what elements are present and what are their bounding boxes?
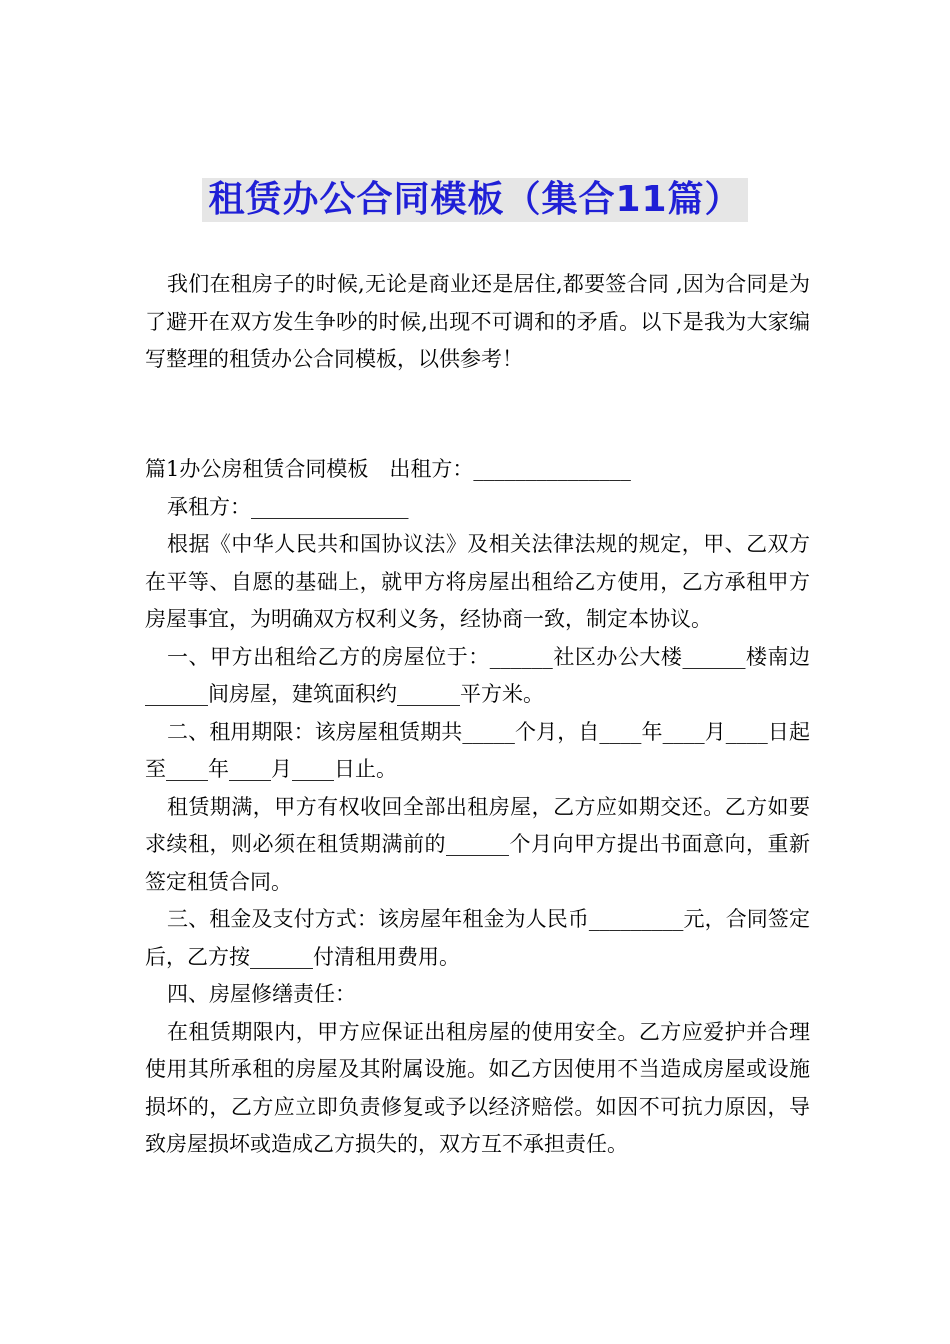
document-title: 租赁办公合同模板（集合11篇） [202,178,747,222]
clause-rent: 三、租金及支付方式：该房屋年租金为人民币_________元，合同签定后，乙方按______付清租用费用。 [145,907,810,969]
clause-renewal: 租赁期满，甲方有权收回全部出租房屋，乙方应如期交还。乙方如要求续租，则必须在租赁期满前的______个月向甲方提出书面意向，重新签定租赁合同。 [145,794,810,894]
section-heading-paragraph: 篇1办公房租赁合同模板 出租方：_______________ [145,457,631,481]
contract-section [145,451,810,1164]
title-container [0,178,950,222]
clause-location: 一、甲方出租给乙方的房屋位于：______社区办公大楼______楼南边______间房屋，建筑面积约______平方米。 [145,644,810,706]
clause-repair-body: 在租赁期限内，甲方应保证出租房屋的使用安全。乙方应爱护并合理使用其所承租的房屋及其附属设施。如乙方因使用不当造成房屋或设施损坏的，乙方应立即负责修复或予以经济赔偿。如因不可抗力原因，导致房屋损坏或造成乙方损失的，双方互不承担责任。 [145,1019,810,1156]
intro-section [145,266,810,379]
preamble-paragraph: 根据《中华人民共和国协议法》及相关法律法规的规定，甲、乙双方在平等、自愿的基础上，就甲方将房屋出租给乙方使用，乙方承租甲方房屋事宜，为明确双方权利义务，经协商一致，制定本协议。 [145,532,810,631]
clause-term: 二、租用期限：该房屋租赁期共_____个月，自____年____月____日起至____年____月____日止。 [145,719,810,781]
lessee-line: 承租方：_______________ [167,494,409,519]
intro-paragraph: 我们在租房子的时候,无论是商业还是居住,都要签合同 ,因为合同是为了避开在双方发生争吵的时候,出现不可调和的矛盾。以下是我为大家编写整理的租赁办公合同模板，以供参考！ [145,272,810,371]
clause-repair-heading: 四、房屋修缮责任： [167,982,356,1006]
